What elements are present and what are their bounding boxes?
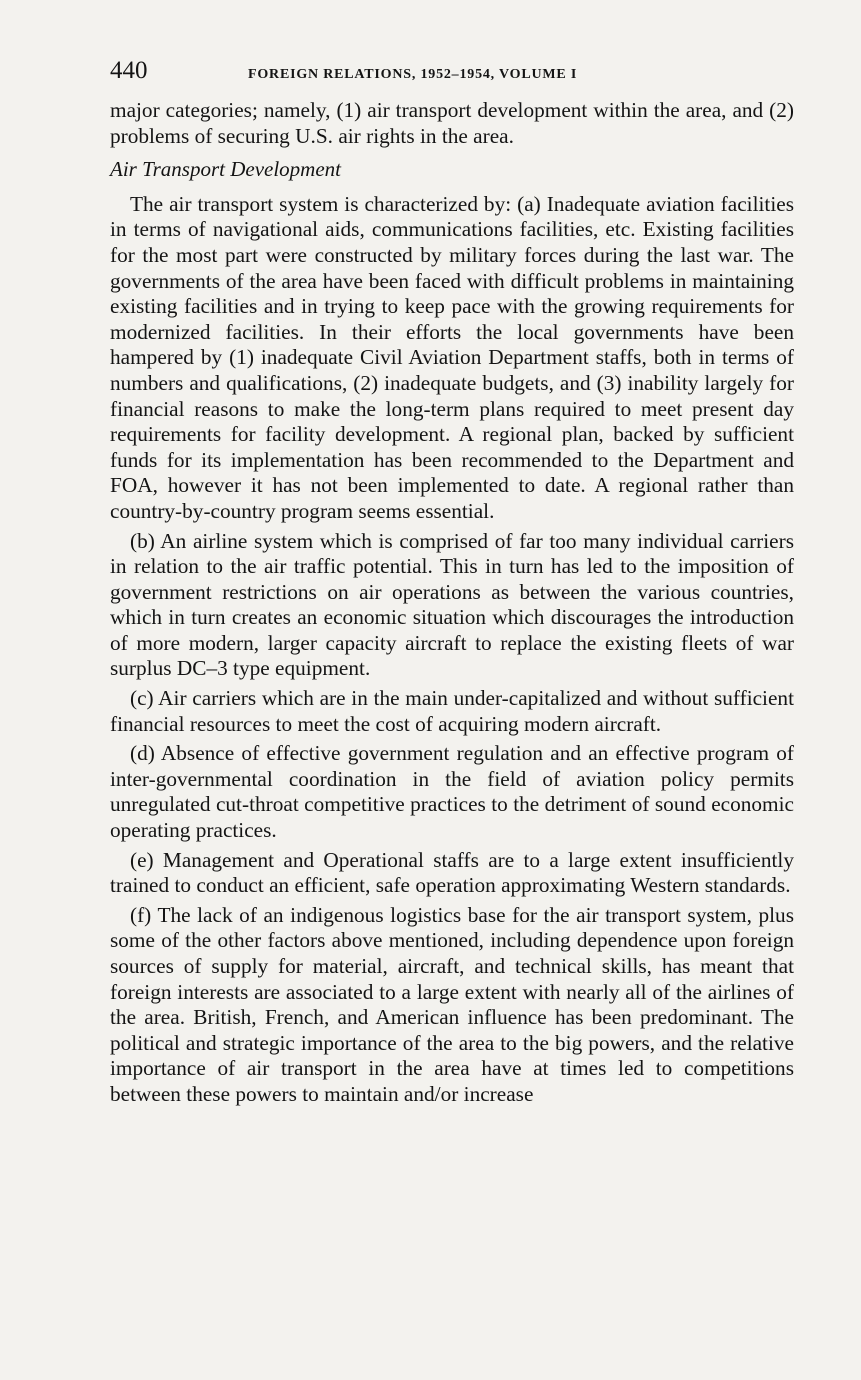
body-paragraph-d: (d) Absence of effective government regulation and an effective program of inter-governmental coordination in the field of aviation policy permits unregulated cut-throat competitive practices to the detriment of sound economic operating practices. — [110, 741, 794, 843]
body-paragraph-b: (b) An airline system which is comprised of far too many individual carriers in relation to the air traffic potential. This in turn has led to the imposition of government restrictions on air operations as between the various countries, which in turn creates an economic situation which discourages the introduction of more modern, larger capacity aircraft to replace the existing fleets of war surplus DC–3 type equipment. — [110, 528, 794, 681]
body-paragraph-f: (f) The lack of an indigenous logistics base for the air transport system, plus some of the other factors above mentioned, including dependence upon foreign sources of supply for material, aircraft, and technical skills, has meant that foreign interests are associated to a large extent with nearly all of the airlines of the area. British, French, and American influence has been predominant. The political and strategic importance of the area to the big powers, and the relative importance of air transport in the area have at times led to competitions between these powers to maintain and/or increase — [110, 902, 794, 1106]
document-body — [110, 98, 794, 1108]
page-header — [110, 56, 794, 98]
body-paragraph-a: The air transport system is characterized by: (a) Inadequate aviation facilities in terms of navigational aids, communications facilities, etc. Existing facilities for the most part were constructed by military forces during the last war. The governments of the area have been faced with difficult problems in maintaining existing facilities and in trying to keep pace with the growing requirements for modernized facilities. In their efforts the local governments have been hampered by (1) inadequate Civil Aviation Department staffs, both in terms of numbers and qualifications, (2) inadequate budgets, and (3) inability largely for financial reasons to make the long-term plans required to meet present day requirements for facility development. A regional plan, backed by sufficient funds for its implementation has been recommended to the Department and FOA, however it has not been implemented to date. A regional rather than country-by-country program seems essential. — [110, 191, 794, 523]
section-heading: Air Transport Development — [110, 157, 341, 182]
document-page — [110, 56, 794, 1112]
intro-paragraph: major categories; namely, (1) air transport development within the area, and (2) problems of securing U.S. air rights in the area. — [110, 98, 794, 148]
page-number: 440 — [110, 57, 148, 84]
body-paragraph-c: (c) Air carriers which are in the main under-capitalized and without sufficient financial resources to meet the cost of acquiring modern aircraft. — [110, 686, 794, 736]
body-paragraph-e: (e) Management and Operational staffs are to a large extent insufficiently trained to conduct an efficient, safe operation approximating Western standards. — [110, 847, 794, 898]
running-head: FOREIGN RELATIONS, 1952–1954, VOLUME I — [248, 67, 578, 82]
